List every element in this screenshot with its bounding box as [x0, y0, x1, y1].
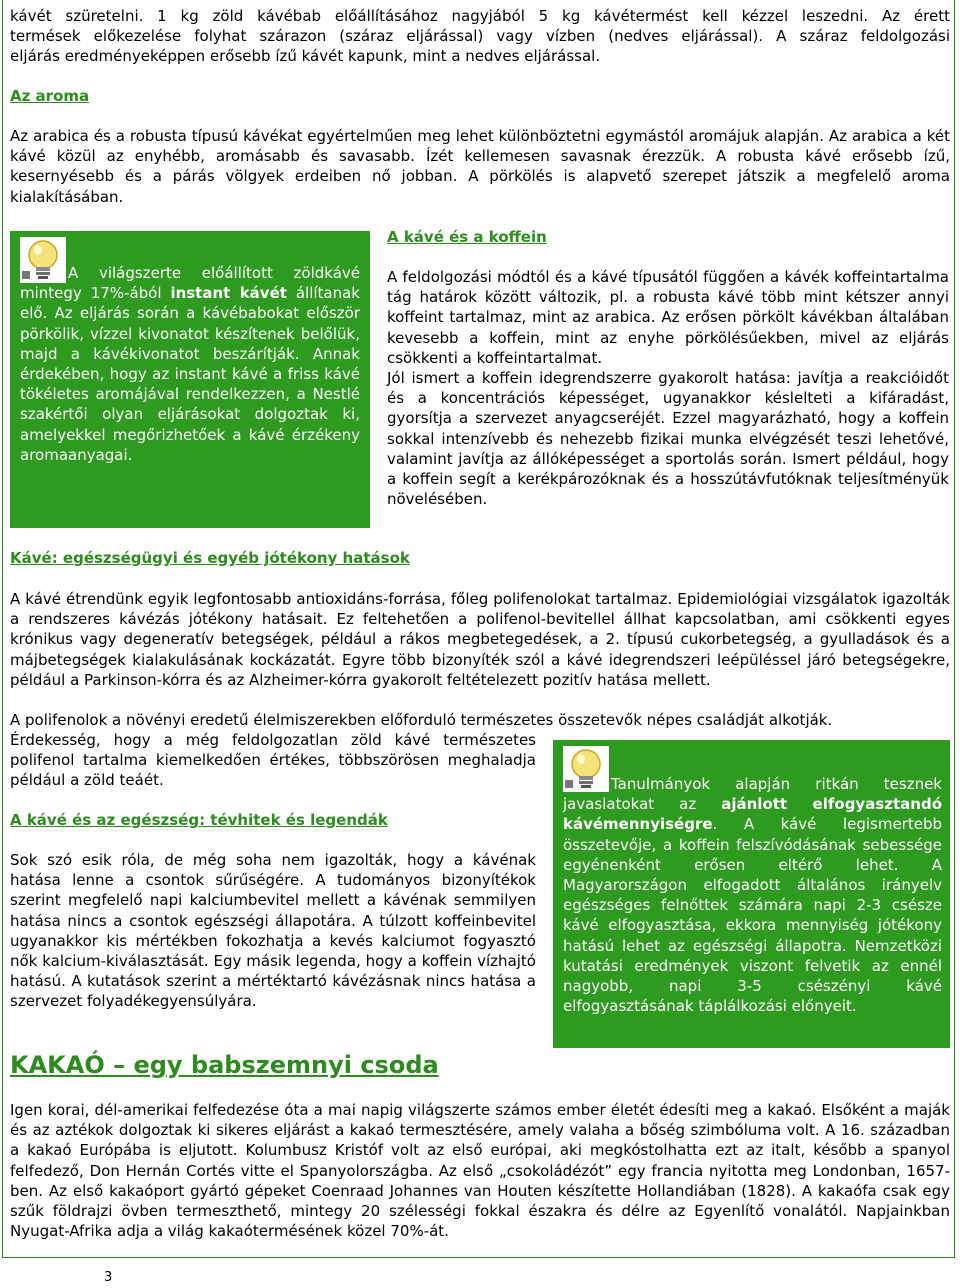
- intro-line-3: eljárás eredményeképpen erősebb ízű kávét kapunk, mint a nedves eljárással.: [10, 47, 601, 65]
- caffeine-text-2: Jól ismert a koffein idegrendszerre gyakorolt hatása: javítja a reakcióidőt és a koncentrációs képességet, ugyanakkor késlelteti a kifáradást, gyorsítja a szervezet anyagcseréjét. Ezzel magyarázható, hogy a koffein sokkal intenzívebb és nehezebb fizikai munka elvégzését teszi lehetővé, valamint javítja az állóképességet a sportolás során. Ismert például, hogy a koffein segít a kerékpározóknak és a hosszútávfutóknak teljesítményük növelésében.: [387, 369, 949, 509]
- page-number: 3: [104, 1270, 113, 1285]
- lightbulb-icon: [20, 237, 66, 283]
- health-text-2: A polifenolok a növényi eredetű élelmiszerekben előforduló természetes összetevők népes családját alkotják.: [10, 711, 833, 729]
- consumption-text-before: Tanulmányok alapján ritkán tesznek javaslatokat az: [563, 775, 942, 814]
- instant-text-after: állítanak elő. Az eljárás során a kávébabokat először pörkölik, vízzel kivonatot készítenek belőlük, majd a kávékivonatot beszárítják. Annak érdekében, hogy az instant kávé a friss kávé tökéletes aromájával rendelkezzen, a Nestlé szakértői olyan eljárásokat dolgoztak ki, amelyekkel megőrizhetőek a kávé érzékeny aromaanyagai.: [20, 284, 360, 464]
- intro-line-1: kávét szüretelni. 1 kg zöld kávébab előállításához nagyjából 5 kg kávétermést kell kézzel leszedni. Az érett: [10, 7, 950, 25]
- intro-line-2: termések előkezelése folyhat szárazon (száraz eljárással) vagy vízben (nedves eljárással). A száraz feldolgozási: [10, 27, 950, 45]
- lightbulb-icon: [563, 746, 609, 792]
- health-heading: Kávé: egészségügyi és egyéb jótékony hatások: [10, 549, 410, 567]
- myths-heading: A kávé és az egészség: tévhitek és legendák: [10, 811, 388, 829]
- instant-coffee-text: [20, 237, 360, 465]
- caffeine-text-1: A feldolgozási módtól és a kávé típusától függően a kávék koffeintartalma tág határok között változik, pl. a robusta kávé több mint kétszer annyi koffeint tartalmaz, mint az arabica. Az erősen pörkölt kávékban általában kevesebb a koffein, mint az enyhe pörkölésűekben, mivel az eljárás csökkenti a koffeintartalmat.: [387, 268, 949, 367]
- instant-coffee-bold: instant kávét: [170, 284, 287, 303]
- caffeine-heading: A kávé és a koffein: [387, 228, 547, 246]
- instant-text-before: A világszerte előállított zöldkávé mintegy 17%-ából: [20, 264, 360, 303]
- health-text-3: Érdekesség, hogy a még feldolgozatlan zöld kávé természetes polifenol tartalma kiemelkedően értékes, többszörösen meghaladja például a zöld teáét.: [10, 731, 536, 790]
- consumption-box: [553, 740, 950, 1048]
- aroma-text: Az arabica és a robusta típusú kávékat egyértelműen meg lehet különböztetni egymástól aromájuk alapján. Az arabica a két kávé közül az enyhébb, aromásabb és savasabb. Ízét kellemesen savasnak érezzük. A robusta kávé erősebb ízű, kesernyésebb és a párás völgyek erdeiben nő jobban. A pörkölés is alapvető szerepet játszik a megfelelő aroma kialakításában.: [10, 127, 950, 206]
- cocoa-heading: KAKAÓ – egy babszemnyi csoda: [10, 1051, 439, 1079]
- consumption-bold: ajánlott elfogyasztandó kávémennyiségre: [563, 795, 942, 834]
- cocoa-text: Igen korai, dél-amerikai felfedezése óta a mai napig világszerte számos ember életét édesíti meg a kakaó. Elsőként a maják és az aztékok dolgoztak ki sikeres eljárást a kakaó termesztésére, amely valaha a bőség szimbóluma volt. A 16. században a kakaó Európába is eljutott. Kolumbusz Kristóf volt az első európai, aki megkóstolhatta ezt az italt, később a spanyol felfedező, Don Hernán Cortés vitte el Spanyolországba. Az első „csokoládézót” egy francia nyitotta meg Londonban, 1657-ben. Az első kakaóport gyártó gépeket Coenraad Johannes van Houten készítette Hollandiában (1828). A kakaófa csak egy szűk földrajzi övben termeszthető, mintegy 20 szélességi fokkal északra és délre az Egyenlítő vonalától. Napjainkban Nyugat-Afrika adja a világ kakaótermésének közel 70%-át.: [10, 1101, 950, 1241]
- myths-text: Sok szó esik róla, de még soha nem igazolták, hogy a kávénak hatása lenne a csontok sűrűségére. A tudományos bizonyítékok szerint megfelelő napi kalciumbevitel mellett a kávénak semmilyen hatása nincs a csontok egészségi állapotára. A túlzott koffeinbevitel ugyanakkor kis mértékben fokozhatja a kevés kalciumot fogyasztó nők kalcium-kiválasztását. Egy másik legenda, hogy a koffein vízhajtó hatású. A kutatások szerint a mértéktartó kávézásnak nincs hatása a szervezet folyadékegyensúlyára.: [10, 851, 536, 1011]
- consumption-text-after: . A kávé legismertebb összetevője, a koffein felszívódásának sebessége egyénenként erősen eltérő lehet. A Magyarországon elfogadott általános irányelv egészséges felnőttek számára napi 2-3 csésze kávé elfogyasztása, ekkora mennyiség jótékony hatású lehet az egészségi állapotra. Nemzetközi kutatási eredmények viszont felvetik az ennél nagyobb, napi 3-5 csészényi kávé elfogyasztásának táplálkozási előnyeit.: [563, 815, 942, 1016]
- health-text-1: A kávé étrendünk egyik legfontosabb antioxidáns-forrása, főleg polifenolokat tartalmaz. Epidemiológiai vizsgálatok igazolták a rendszeres kávézás jótékony hatásait. Ez feltehetően a polifenol-bevitellel állhat kapcsolatban, ami csökkenti egyes krónikus vagy degeneratív betegségek, például a rákos megbetegedések, a 2. típusú cukorbetegség, a gyulladások és a májbetegségek kialakulásának kockázatát. Egyre több bizonyíték szól a kávé idegrendszeri leépüléssel járó betegségekre, például a Parkinson-kórra és az Alzheimer-kórra gyakorolt feltételezett pozitív hatása mellett.: [10, 590, 950, 689]
- consumption-text: [563, 746, 942, 1016]
- aroma-heading: Az aroma: [10, 87, 90, 105]
- instant-coffee-box: [10, 231, 370, 528]
